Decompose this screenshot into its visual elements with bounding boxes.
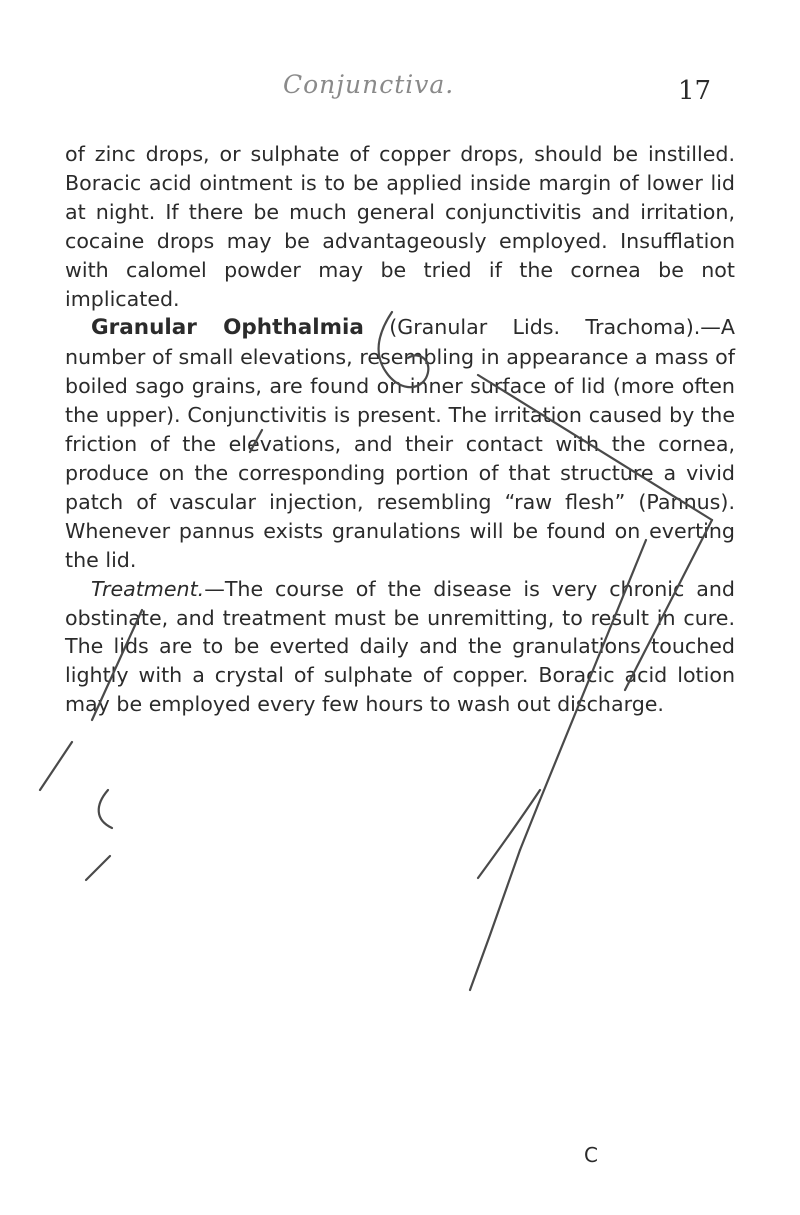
pencil-stroke-center-low <box>470 850 520 990</box>
signature-mark: C <box>584 1143 598 1167</box>
pencil-stroke-left-tick <box>86 856 110 880</box>
running-head <box>0 70 800 110</box>
paragraph-treatment <box>65 575 735 720</box>
body-text <box>65 140 735 719</box>
paragraph-granular-text: (Granular Lids. Trachoma).—A number of small elevations, resembling in appearance a mass of boiled sago grains, are found on inner surface of lid (more often the upper). Conjunctivitis is present. The irritation caused by the friction of the elevations, and their contact with the cornea, produce on the corresponding portion of that structure a vivid patch of vascular injection, resembling “raw flesh” (Pannus). Whenever pannus exists granulations will be found on everting the lid. <box>65 315 735 572</box>
pencil-stroke-left-arc <box>99 790 112 828</box>
pencil-stroke-left-lower <box>40 742 72 790</box>
page-number: 17 <box>678 76 712 106</box>
pencil-stroke-mid <box>478 790 540 878</box>
paragraph-granular-ophthalmia <box>65 313 735 574</box>
section-heading: Granular Ophthalmia <box>91 315 364 341</box>
paragraph-treatment-text: —The course of the disease is very chronic and obstinate, and treatment must be unremitting, to result in cure. The lids are to be everted daily and the granulations touched lightly with a crystal of sulphate of copper. Boracic acid lotion may be employed every few hours to wash out discharge. <box>65 576 735 717</box>
running-title: Conjunctiva. <box>283 70 455 99</box>
paragraph-zinc-drops: of zinc drops, or sulphate of copper drops, should be instilled. Boracic acid ointment is to be applied inside margin of lower lid at night. If there be much general conjunctivitis and irritation, cocaine drops may be advantageously employed. Insufflation with calomel powder may be tried if the cornea be not implicated. <box>65 142 735 311</box>
treatment-label: Treatment. <box>91 576 205 601</box>
